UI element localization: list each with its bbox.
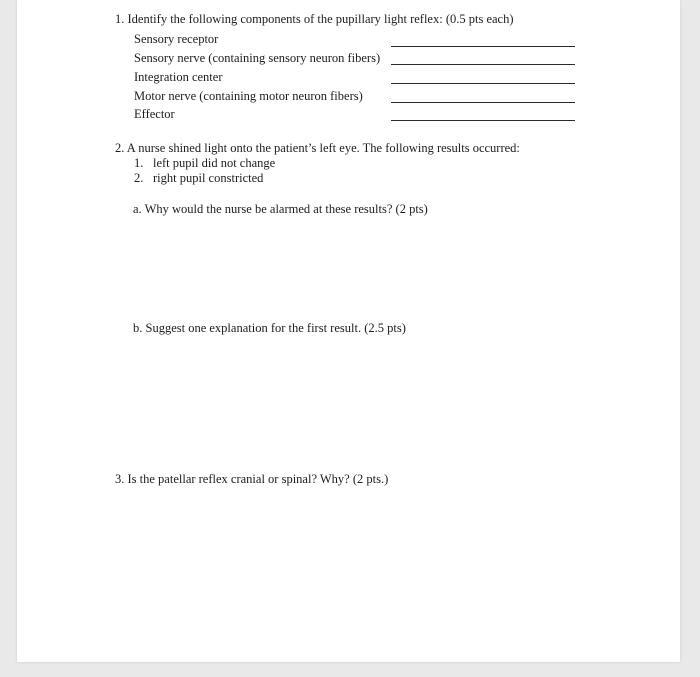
question-2a-prompt: a. Why would the nurse be alarmed at these results? (2 pts) <box>133 202 428 216</box>
q1-item-effector: Effector <box>134 107 175 121</box>
question-1-prompt: 1. Identify the following components of the pupillary light reflex: (0.5 pts each) <box>115 12 514 26</box>
result-2-number: 2. <box>134 171 144 185</box>
result-1-number: 1. <box>134 156 144 170</box>
answer-line-sensory-receptor[interactable] <box>391 46 575 47</box>
answer-line-integration-center[interactable] <box>391 83 575 84</box>
answer-line-sensory-nerve[interactable] <box>391 64 575 65</box>
answer-line-motor-nerve[interactable] <box>391 102 575 103</box>
answer-line-effector[interactable] <box>391 120 575 121</box>
result-1-text: left pupil did not change <box>153 156 276 170</box>
question-2b-prompt: b. Suggest one explanation for the first result. (2.5 pts) <box>133 321 406 335</box>
q1-item-sensory-nerve: Sensory nerve (containing sensory neuron fibers) <box>134 51 381 65</box>
q1-item-integration-center: Integration center <box>134 70 223 84</box>
q1-item-motor-nerve: Motor nerve (containing motor neuron fibers) <box>134 89 363 103</box>
question-2-prompt: 2. A nurse shined light onto the patient’s left eye. The following results occurred: <box>115 141 520 155</box>
result-2-text: right pupil constricted <box>153 171 264 185</box>
q1-item-sensory-receptor: Sensory receptor <box>134 32 219 46</box>
question-3-prompt: 3. Is the patellar reflex cranial or spinal? Why? (2 pts.) <box>115 472 389 486</box>
worksheet-page <box>17 0 680 662</box>
